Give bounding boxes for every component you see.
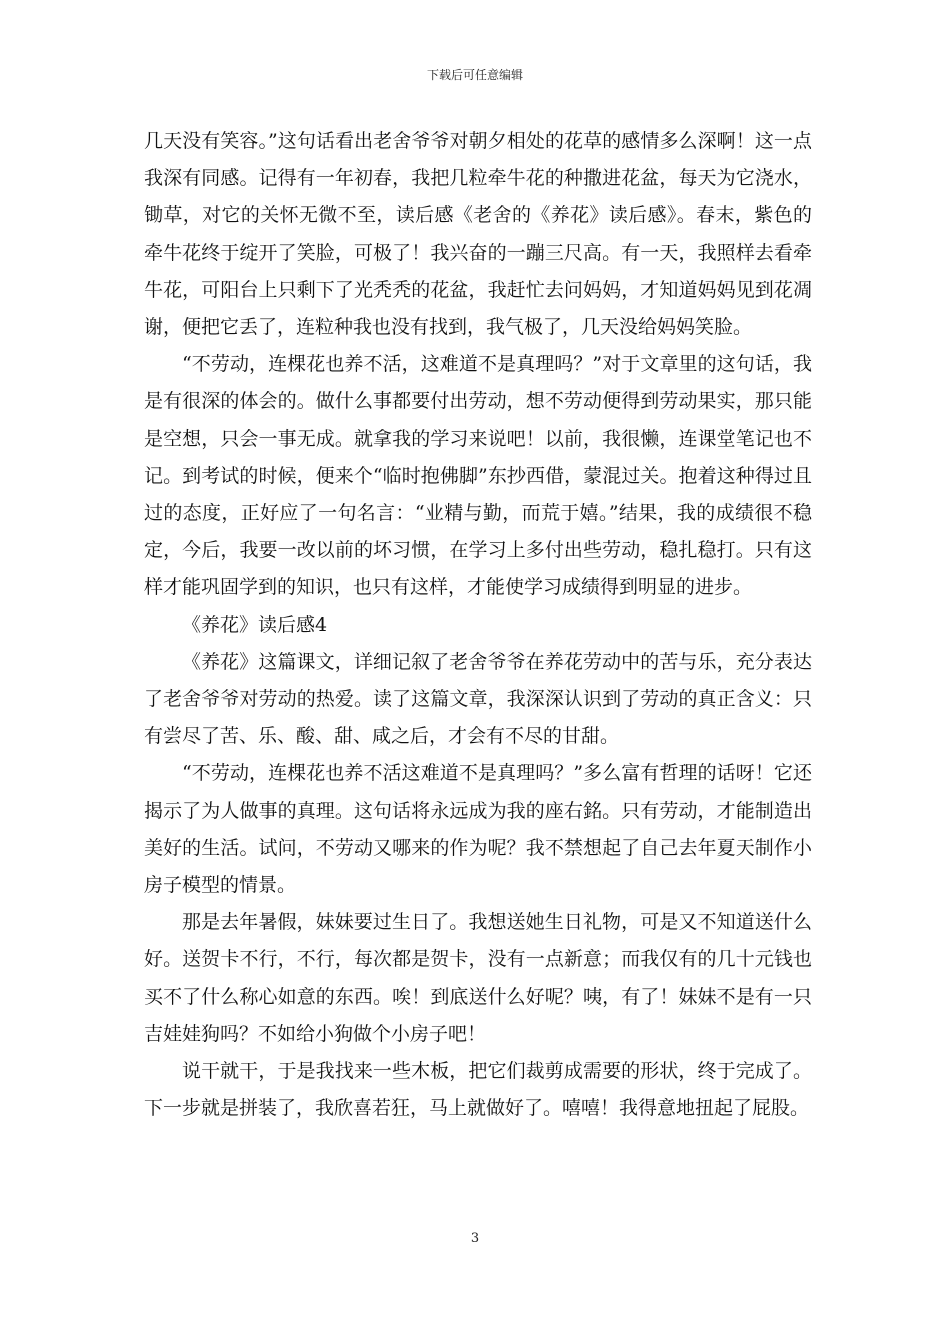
- paragraph: “不劳动，连棵花也养不活，这难道不是真理吗？”对于文章里的这句话，我是有很深的体会的。做什么事都要付出劳动，想不劳动便得到劳动果实，那只能是空想，只会一事无成。就拿我的学习来说吧！以前，我很懒，连课堂笔记也不记。到考试的时候，便来个“临时抱佛脚”东抄西借，蒙混过关。抱着这种得过且过的态度，正好应了一句名言：“业精与勤，而荒于嬉。”结果，我的成绩很不稳定，今后，我要一改以前的坏习惯，在学习上多付出些劳动，稳扎稳打。只有这样才能巩固学到的知识，也只有这样，才能使学习成绩得到明显的进步。: [144, 353, 812, 599]
- page-header: 下载后可任意编辑: [426, 68, 523, 82]
- page-number: 3: [470, 1231, 480, 1246]
- section-heading: 《养花》读后感4: [182, 613, 328, 636]
- paragraph: “不劳动，连棵花也养不活这难道不是真理吗？”多么富有哲理的话呀！它还揭示了为人做事的真理。这句话将永远成为我的座右銘。只有劳动，才能制造出美好的生活。试问，不劳动又哪来的作为呢？我不禁想起了自己去年夏天制作小房子模型的情景。: [144, 762, 812, 897]
- paragraph: 几天没有笑容。”这句话看出老舍爷爷对朝夕相处的花草的感情多么深啊！这一点我深有同感。记得有一年初春，我把几粒牵牛花的种撒进花盆，每天为它浇水，锄草，对它的关怀无微不至，读后感《老舍的《养花》读后感》。春末，紫色的牵牛花终于绽开了笑脸，可极了！我兴奋的一蹦三尺高。有一天，我照样去看牵牛花，可阳台上只剩下了光秃秃的花盆，我赶忙去问妈妈，才知道妈妈见到花凋谢，便把它丢了，连粒种我也没有找到，我气极了，几天没给妈妈笑脸。: [144, 130, 812, 339]
- paragraph: 那是去年暑假，妹妹要过生日了。我想送她生日礼物，可是又不知道送什么好。送贺卡不行，不行，每次都是贺卡，没有一点新意；而我仅有的几十元钱也买不了什么称心如意的东西。唉！到底送什么好呢？咦，有了！妹妹不是有一只吉娃娃狗吗？不如给小狗做个小房子吧！: [144, 911, 812, 1045]
- paragraph: 说干就干，于是我找来一些木板，把它们裁剪成需要的形状，终于完成了。下一步就是拼装了，我欣喜若狂，马上就做好了。嘻嘻！我得意地扭起了屁股。: [144, 1060, 812, 1120]
- document-body: [144, 123, 812, 1127]
- paragraph: 《养花》这篇课文，详细记叙了老舍爷爷在养花劳动中的苦与乐，充分表达了老舍爷爷对劳动的热爱。读了这篇文章，我深深认识到了劳动的真正含义：只有尝尽了苦、乐、酸、甜、咸之后，才会有不尽的甘甜。: [144, 650, 812, 748]
